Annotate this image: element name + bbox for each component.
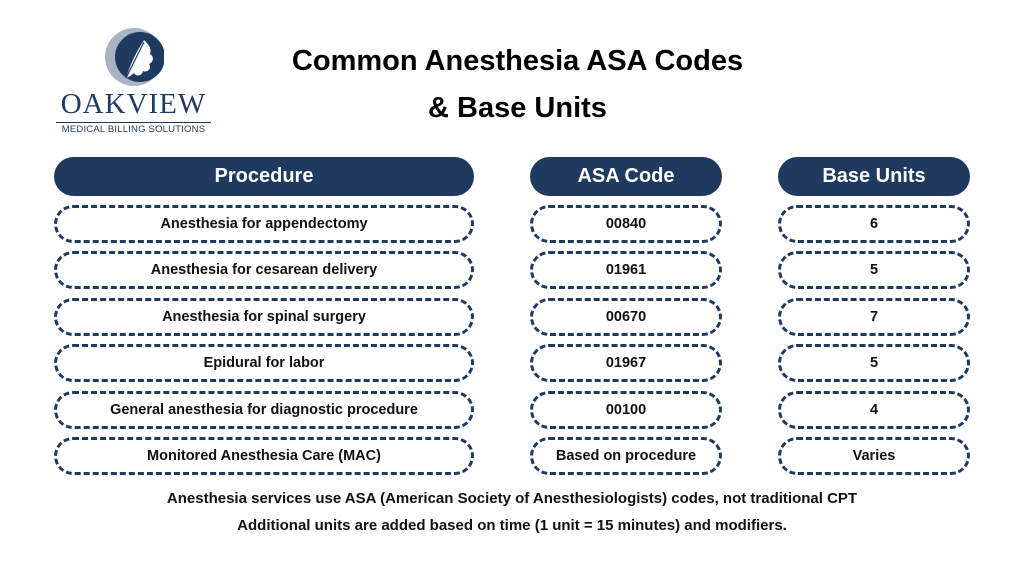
asa-code-cell: 00840 [530, 205, 722, 243]
procedure-cell: Epidural for labor [54, 344, 474, 382]
procedure-cell: Anesthesia for appendectomy [54, 205, 474, 243]
asa-code-cell: 00670 [530, 298, 722, 336]
base-units-cell: Varies [778, 437, 970, 475]
base-units-cell: 4 [778, 391, 970, 429]
oak-leaf-icon [104, 26, 164, 88]
asa-code-cell: 01967 [530, 344, 722, 382]
asa-code-cell: 00100 [530, 391, 722, 429]
procedure-header: Procedure [54, 157, 474, 196]
asa-code-cell: Based on procedure [530, 437, 722, 475]
asa-code-header: ASA Code [530, 157, 722, 196]
logo-name: OAKVIEW [60, 88, 207, 120]
base-units-cell: 5 [778, 251, 970, 289]
procedure-cell: General anesthesia for diagnostic procedure [54, 391, 474, 429]
procedure-cell: Anesthesia for cesarean delivery [54, 251, 474, 289]
procedure-cell: Monitored Anesthesia Care (MAC) [54, 437, 474, 475]
base-units-cell: 5 [778, 344, 970, 382]
oakview-logo [56, 26, 211, 136]
asa-code-cell: 01961 [530, 251, 722, 289]
base-units-cell: 7 [778, 298, 970, 336]
procedure-cell: Anesthesia for spinal surgery [54, 298, 474, 336]
page-title-line1: Common Anesthesia ASA Codes [291, 45, 744, 77]
base-units-header: Base Units [778, 157, 970, 196]
page-title-line2: & Base Units [428, 92, 607, 124]
footnote-additional-units: Additional units are added based on time (1 unit = 15 minutes) and modifiers. [237, 517, 787, 534]
base-units-column [778, 157, 970, 475]
logo-subtitle: MEDICAL BILLING SOLUTIONS [56, 122, 211, 135]
footnote-asa-codes: Anesthesia services use ASA (American Society of Anesthesiologists) codes, not traditional CPT [166, 490, 858, 507]
procedure-column [54, 157, 474, 475]
base-units-cell: 6 [778, 205, 970, 243]
asa-code-column [530, 157, 722, 475]
